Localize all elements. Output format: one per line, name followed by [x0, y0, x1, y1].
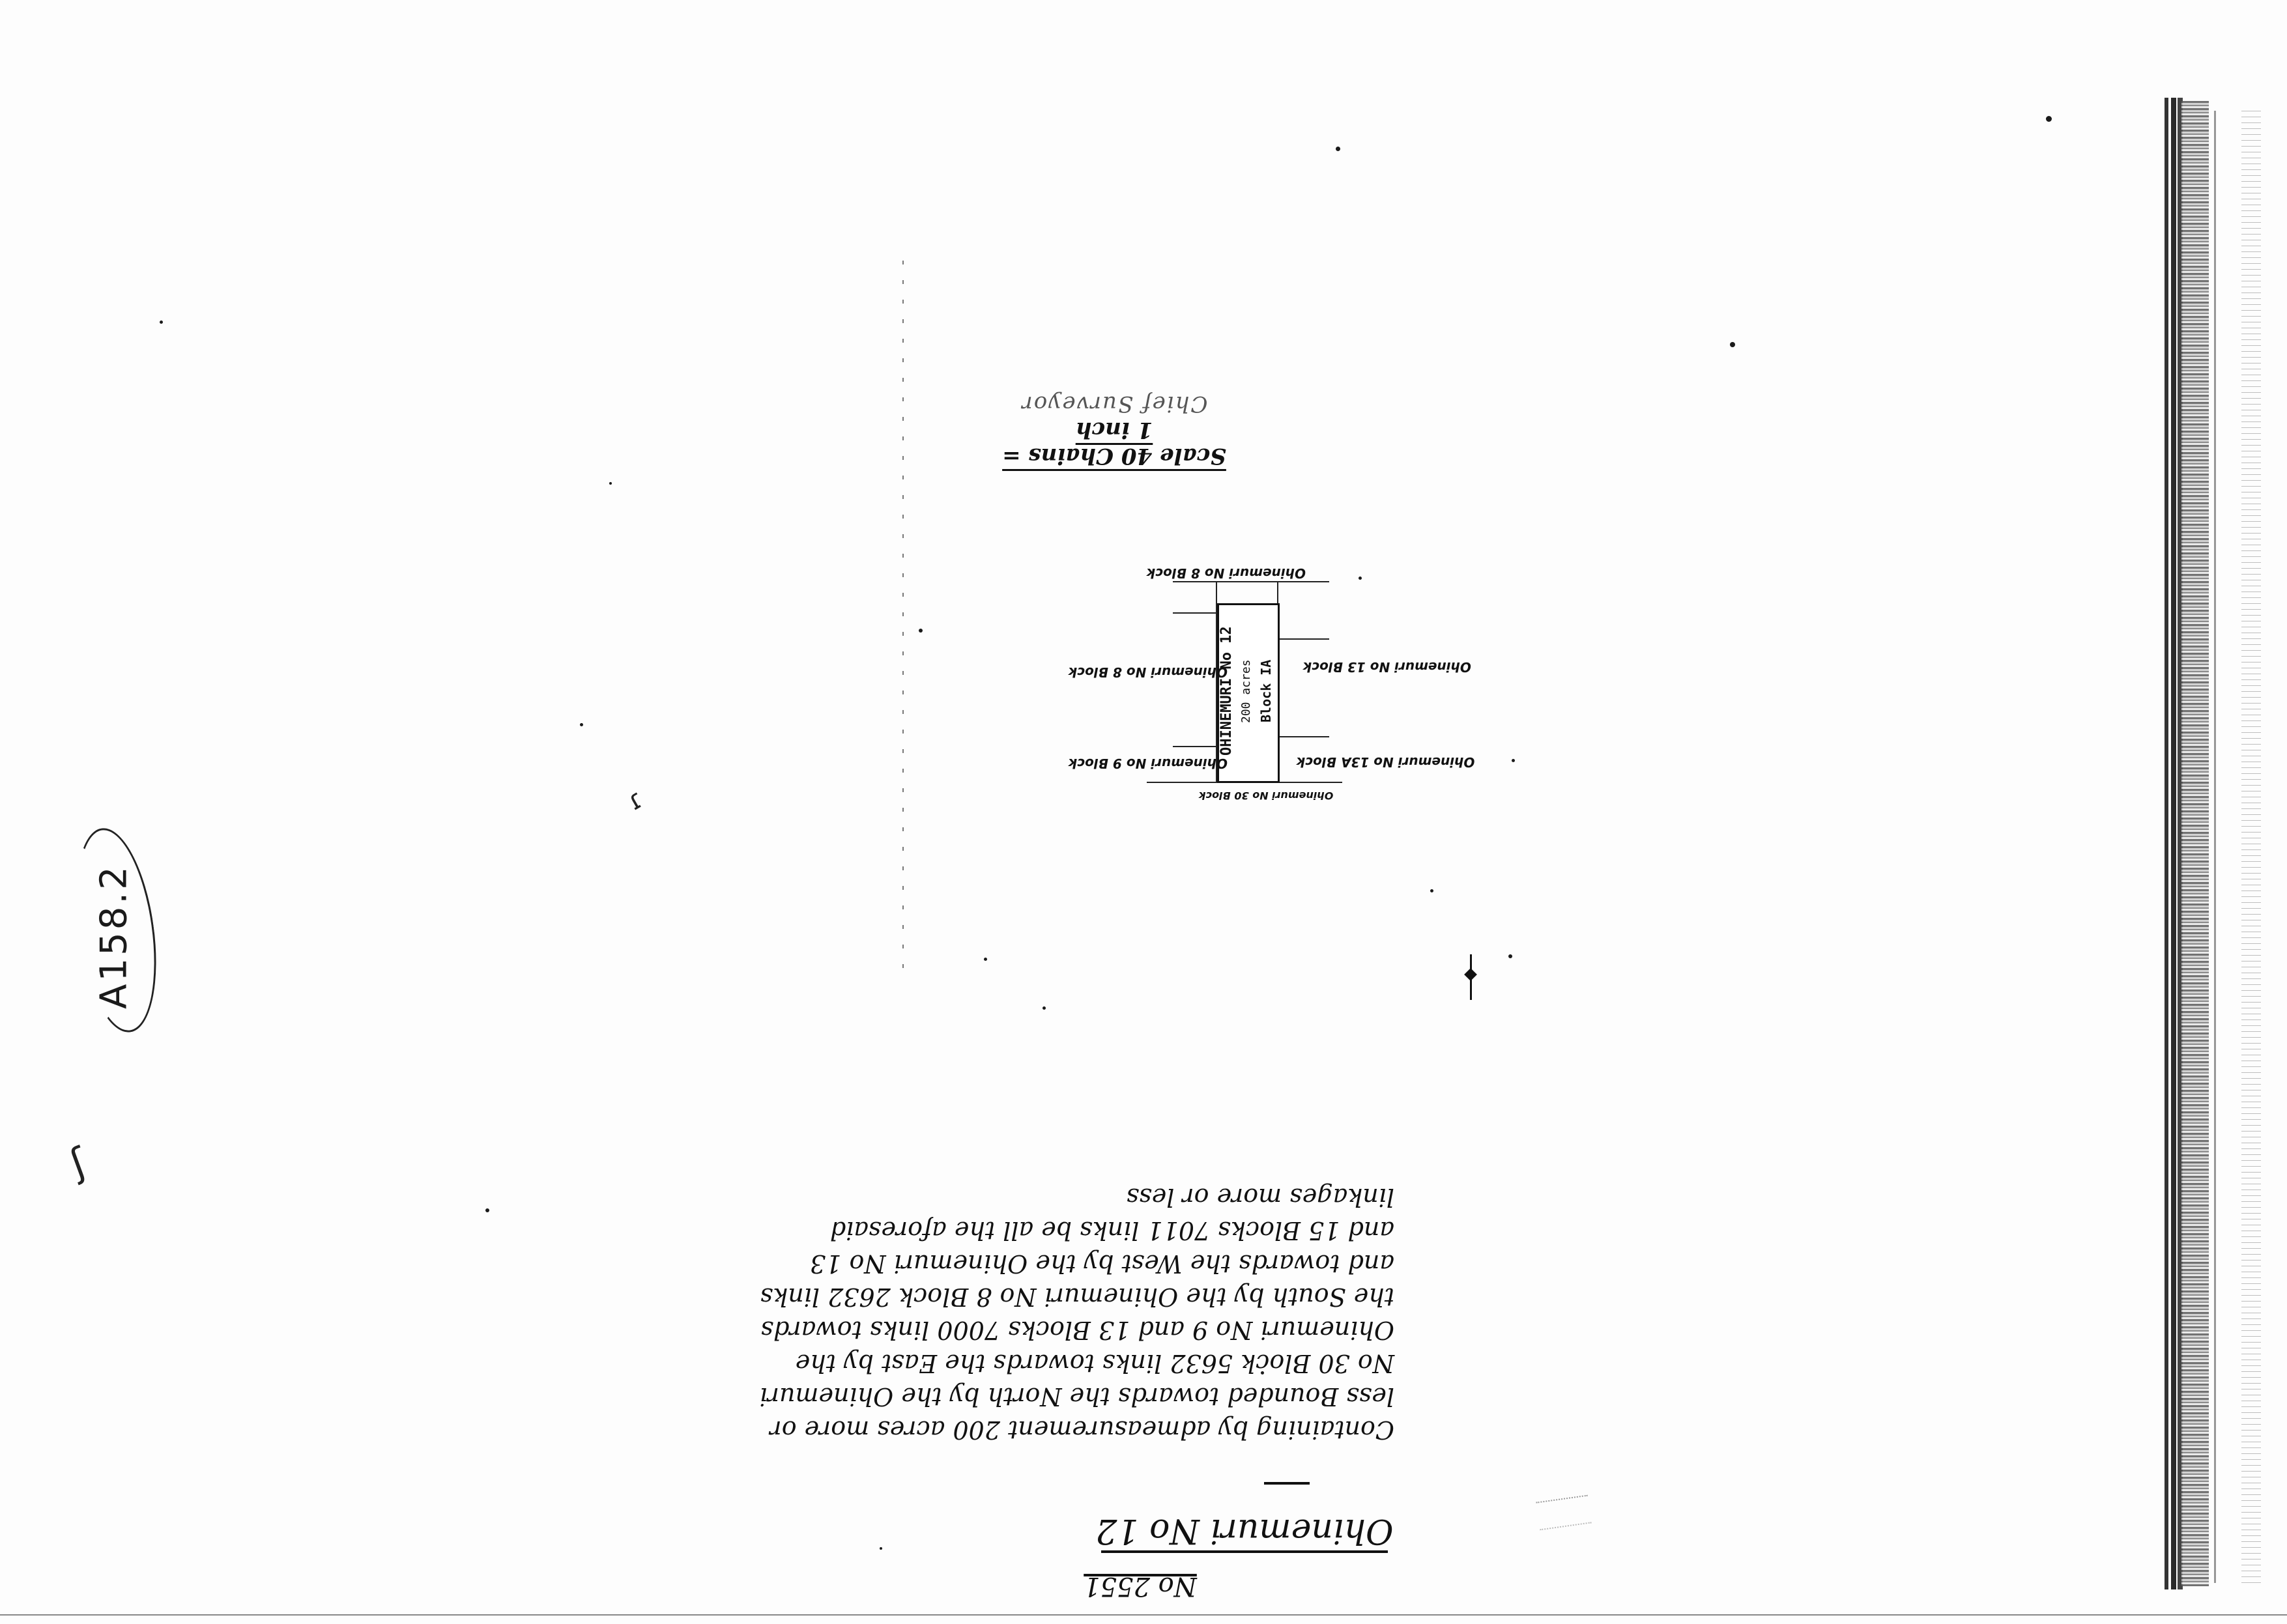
- scan-speck: [1508, 954, 1512, 958]
- adjoining-block-left-upper: Ohinemuri No 8 Block: [1069, 664, 1228, 680]
- land-description: [759, 1166, 1394, 1446]
- description-line: less Bounded towards the North by the Ohinemuri: [759, 1382, 1394, 1411]
- title-text: Ohinemuri No 12: [1095, 1511, 1394, 1550]
- document-title: [1043, 1492, 1446, 1557]
- scan-speck: [1336, 147, 1340, 151]
- pencil-mark: ɾ: [622, 783, 650, 817]
- description-line: and 15 Blocks 7011 links be all the aforesaid: [829, 1216, 1394, 1245]
- description-line: No 30 Block 5632 links towards the East by the: [795, 1349, 1394, 1378]
- description-line: and towards the West by the Ohinemuri No 13: [810, 1249, 1394, 1278]
- north-arrow-icon: [1466, 954, 1475, 1000]
- scan-speck: [919, 629, 923, 633]
- scan-speck: [880, 1547, 882, 1550]
- adjoining-block-right-upper: Ohinemuri No 13 Block: [1303, 659, 1471, 675]
- scan-speck: [580, 723, 583, 726]
- fold-line: [902, 261, 904, 977]
- scale-note: Scale 40 Chains = 1 inch: [1002, 417, 1226, 469]
- binding-edge: [2165, 98, 2183, 1589]
- boundary-line: [1277, 638, 1329, 640]
- faint-scribble: [1536, 1495, 1591, 1531]
- parcel-label: OHINEMURI No 12 200 acres Block IA: [1218, 626, 1274, 756]
- adjoining-block-right-lower: Ohinemuri No 13A Block: [1297, 754, 1475, 770]
- signature: Chief Surveyor: [1020, 391, 1208, 417]
- adjoining-block-north: Ohinemuri No 8 Block: [1147, 565, 1306, 581]
- scan-speck: [984, 958, 987, 961]
- page-bottom-edge: [0, 1614, 2287, 1616]
- margin-reference-note: [78, 827, 150, 1029]
- binding-edge-line: [2214, 111, 2216, 1583]
- scan-speck: [609, 482, 612, 485]
- boundary-line: [1173, 612, 1216, 614]
- pencil-mark: ʃ: [64, 1139, 93, 1187]
- description-line: Containing by admeasurement 200 acres more or: [770, 1416, 1394, 1444]
- description-line: linkages more or less: [1126, 1183, 1394, 1212]
- scan-speck: [1512, 759, 1515, 762]
- binding-edge-texture: [2181, 101, 2209, 1586]
- boundary-line: [1173, 581, 1329, 582]
- scan-noise: [2241, 111, 2261, 1583]
- margin-note-text: A158.2: [93, 864, 136, 1009]
- scan-speck: [160, 321, 163, 324]
- boundary-line: [1277, 736, 1329, 737]
- adjoining-block-south: Ohinemuri No 30 Block: [1199, 790, 1334, 802]
- title-dash: [1264, 1482, 1310, 1485]
- boundary-line: [1173, 746, 1216, 747]
- scan-speck: [2046, 116, 2052, 122]
- scan-speck: [1430, 889, 1433, 892]
- scan-speck: [1043, 1006, 1046, 1010]
- reference-number: No 2551: [1084, 1571, 1197, 1601]
- survey-plan: [1043, 547, 1499, 808]
- description-line: Ohinemuri No 9 and 13 Blocks 7000 links towards: [760, 1316, 1394, 1345]
- scale-block: [997, 384, 1231, 476]
- scan-speck: [485, 1208, 489, 1212]
- scan-speck: [1730, 342, 1735, 347]
- adjoining-block-left-lower: Ohinemuri No 9 Block: [1069, 756, 1228, 771]
- description-line: the South by the Ohinemuri No 8 Block 2632 links: [760, 1283, 1394, 1311]
- title-underline: [1101, 1550, 1388, 1553]
